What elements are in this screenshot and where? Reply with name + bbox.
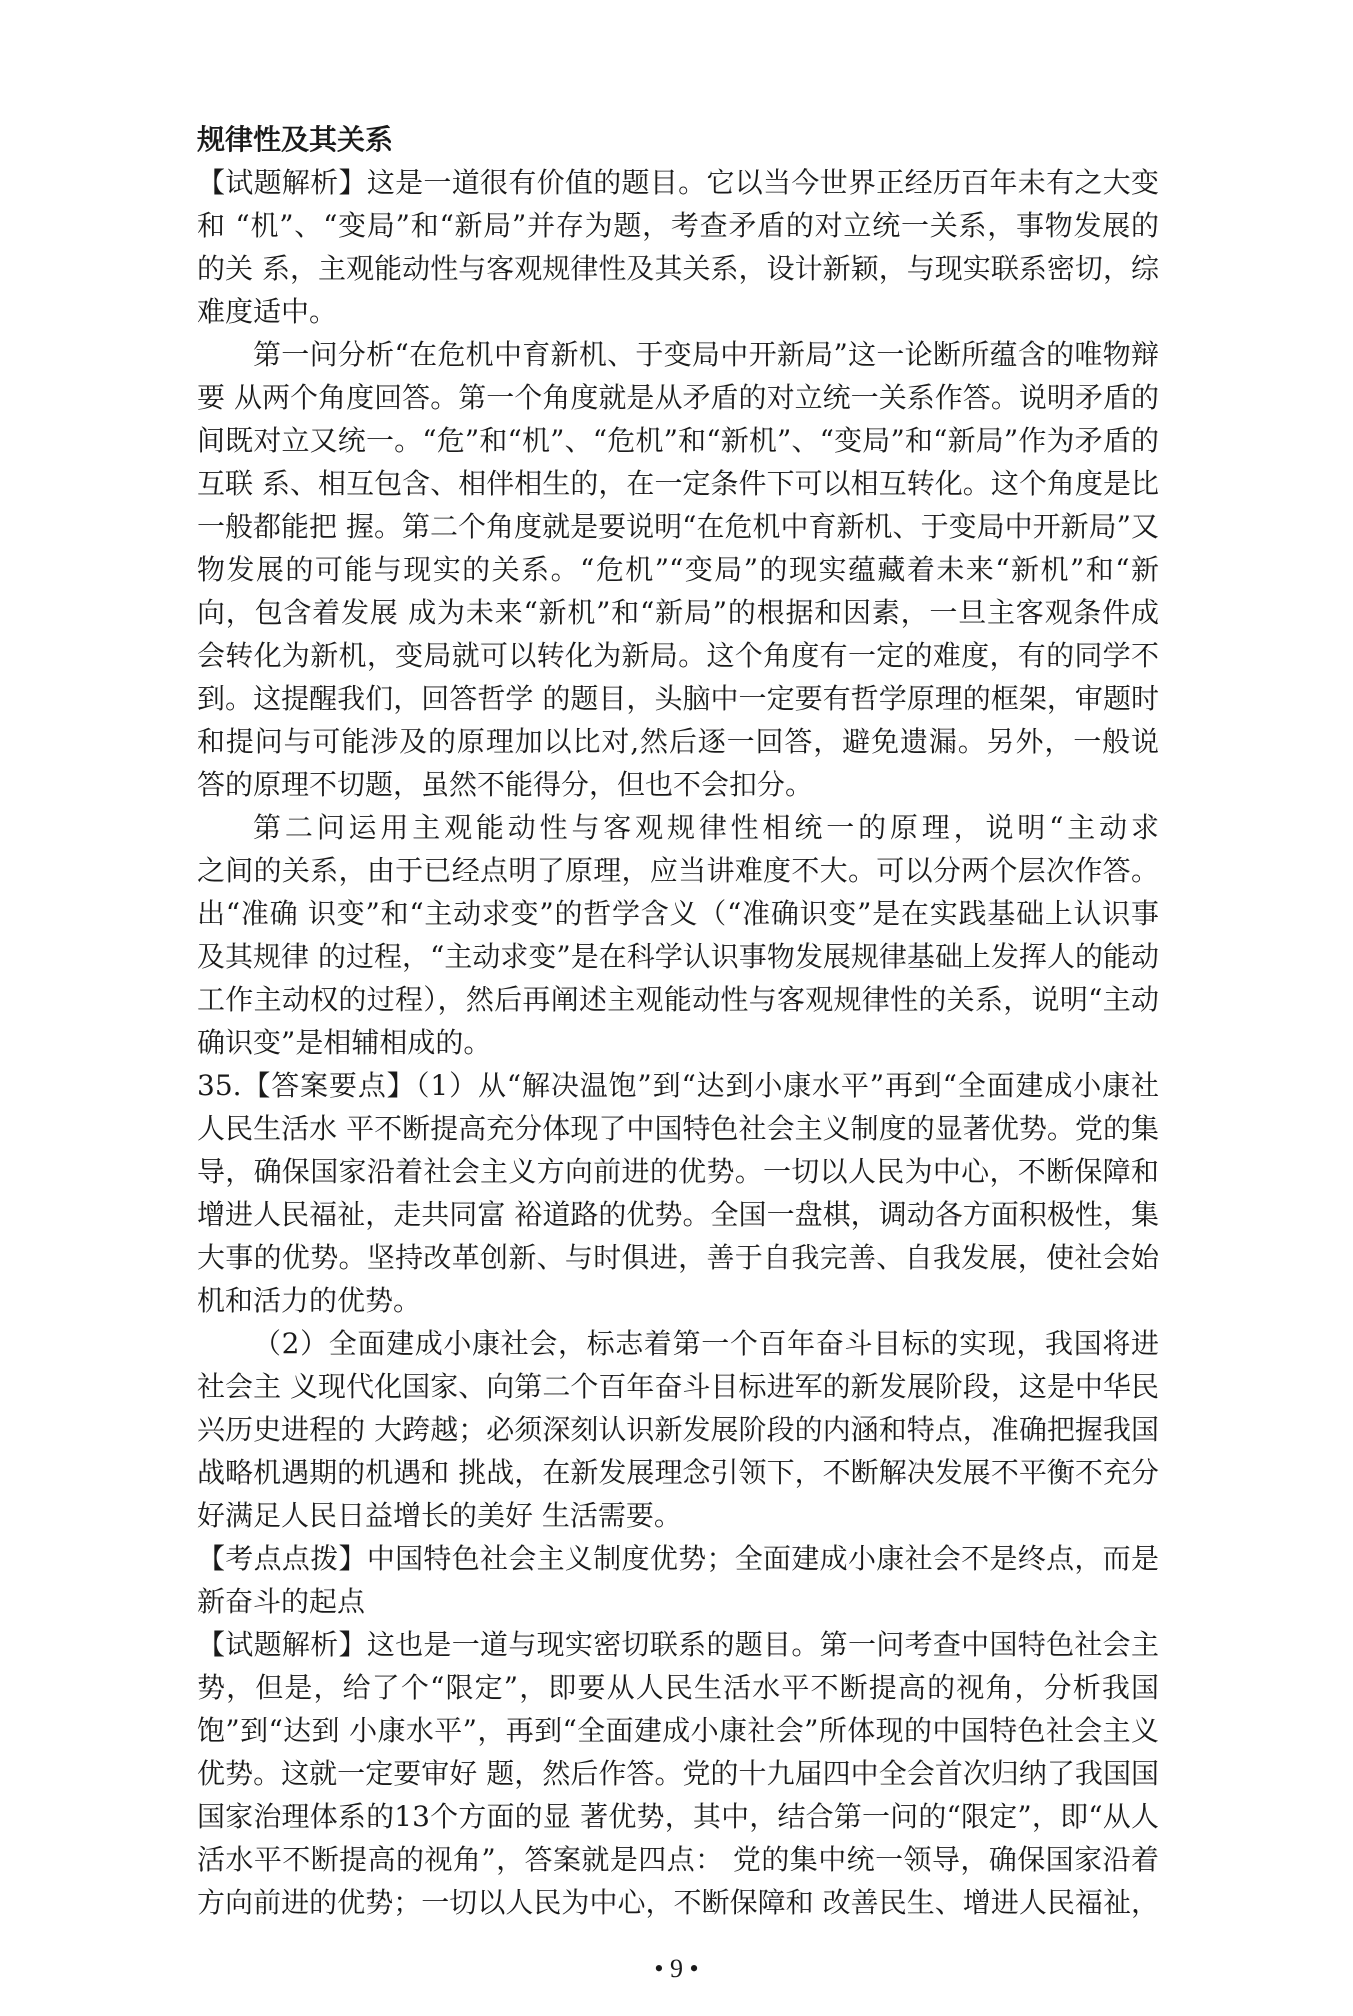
text-line: 机和活力的优势。 [197,1284,422,1317]
text-line: 方向前进的优势；一切以人民为中心，不断保障和 改善民生、增进人民福祉， [197,1886,1159,1919]
text-line: 工作主动权的过程），然后再阐述主观能动性与客观规律性的关系，说明“主动 [197,983,1159,1016]
text-line: 【试题解析】这是一道很有价值的题目。它以当今世界正经历百年未有之大变 [197,166,1159,199]
text-line: 向，包含着发展 成为未来“新机”和“新局”的根据和因素，一旦主客观条件成 [197,596,1159,629]
text-line: 大事的优势。坚持改革创新、与时俱进，善于自我完善、自我发展，使社会始 [197,1241,1159,1274]
text-line: 物发展的可能与现实的关系。“危机”“变局”的现实蕴藏着未来“新机”和“新 [197,553,1159,586]
text-line: 【考点点拨】中国特色社会主义制度优势；全面建成小康社会不是终点，而是 [197,1542,1159,1575]
text-line: 难度适中。 [197,295,338,328]
text-line: 规律性及其关系 [197,123,394,156]
text-line: 一般都能把 握。第二个角度就是要说明“在危机中育新机、于变局中开新局”又 [197,510,1159,543]
text-line: 【试题解析】这也是一道与现实密切联系的题目。第一问考查中国特色社会主 [197,1628,1159,1661]
text-line: 活水平不断提高的视角”，答案就是四点： 党的集中统一领导，确保国家沿着 [197,1843,1159,1876]
text-line: （2）全面建成小康社会，标志着第一个百年奋斗目标的实现，我国将进 [253,1327,1159,1360]
text-line: 间既对立又统一。“危”和“机”、“危机”和“新机”、“变局”和“新局”作为矛盾的 [197,424,1159,457]
text-line: 要 从两个角度回答。第一个角度就是从矛盾的对立统一关系作答。说明矛盾的 [197,381,1159,414]
text-line: 确识变”是相辅相成的。 [197,1026,492,1059]
document-body [197,118,1159,1924]
text-line: 和提问与可能涉及的原理加以比对,然后逐一回答，避免遗漏。另外，一般说 [197,725,1159,758]
text-line: 答的原理不切题，虽然不能得分，但也不会扣分。 [197,768,814,801]
text-line: 优势。这就一定要审好 题，然后作答。党的十九届四中全会首次归纳了我国国 [197,1757,1159,1790]
text-line: 好满足人民日益增长的美好 生活需要。 [197,1499,682,1532]
text-line: 之间的关系，由于已经点明了原理，应当讲难度不大。可以分两个层次作答。 [197,854,1159,887]
page-number: • 9 • [654,1954,699,1983]
text-line: 战略机遇期的机遇和 挑战，在新发展理念引领下，不断解决发展不平衡不充分 [197,1456,1159,1489]
text-line: 和 “机”、“变局”和“新局”并存为题，考查矛盾的对立统一关系，事物发展的 [197,209,1159,242]
text-line: 第一问分析“在危机中育新机、于变局中开新局”这一论断所蕴含的唯物辩 [253,338,1159,371]
text-line: 第二问运用主观能动性与客观规律性相统一的原理，说明“主动求 [253,811,1159,844]
text-line: 势，但是，给了个“限定”，即要从人民生活水平不断提高的视角，分析我国 [197,1671,1159,1704]
text-line: 会转化为新机，变局就可以转化为新局。这个角度有一定的难度，有的同学不 [197,639,1159,672]
text-line: 到。这提醒我们，回答哲学 的题目，头脑中一定要有哲学原理的框架，审题时 [197,682,1159,715]
text-line: 的关 系，主观能动性与客观规律性及其关系，设计新颖，与现实联系密切，综 [197,252,1159,285]
text-line: 新奋斗的起点 [197,1585,366,1618]
text-line: 35.【答案要点】（1）从“解决温饱”到“达到小康水平”再到“全面建成小康社 [197,1069,1159,1102]
text-line: 兴历史进程的 大跨越；必须深刻认识新发展阶段的内涵和特点，准确把握我国 [197,1413,1159,1446]
text-line: 社会主 义现代化国家、向第二个百年奋斗目标进军的新发展阶段，这是中华民 [197,1370,1159,1403]
text-line: 人民生活水 平不断提高充分体现了中国特色社会主义制度的显著优势。党的集 [197,1112,1159,1145]
text-line: 及其规律 的过程，“主动求变”是在科学认识事物发展规律基础上发挥人的能动 [197,940,1159,973]
text-line: 饱”到“达到 小康水平”，再到“全面建成小康社会”所体现的中国特色社会主义 [197,1714,1159,1747]
text-line: 增进人民福祉，走共同富 裕道路的优势。全国一盘棋，调动各方面积极性，集 [197,1198,1159,1231]
text-line: 出“准确 识变”和“主动求变”的哲学含义（“准确识变”是在实践基础上认识事 [197,897,1159,930]
text-line: 国家治理体系的13个方面的显 著优势，其中，结合第一问的“限定”，即“从人 [197,1800,1159,1833]
text-line: 导，确保国家沿着社会主义方向前进的优势。一切以人民为中心，不断保障和 [197,1155,1159,1188]
text-line: 互联 系、相互包含、相伴相生的，在一定条件下可以相互转化。这个角度是比 [197,467,1159,500]
